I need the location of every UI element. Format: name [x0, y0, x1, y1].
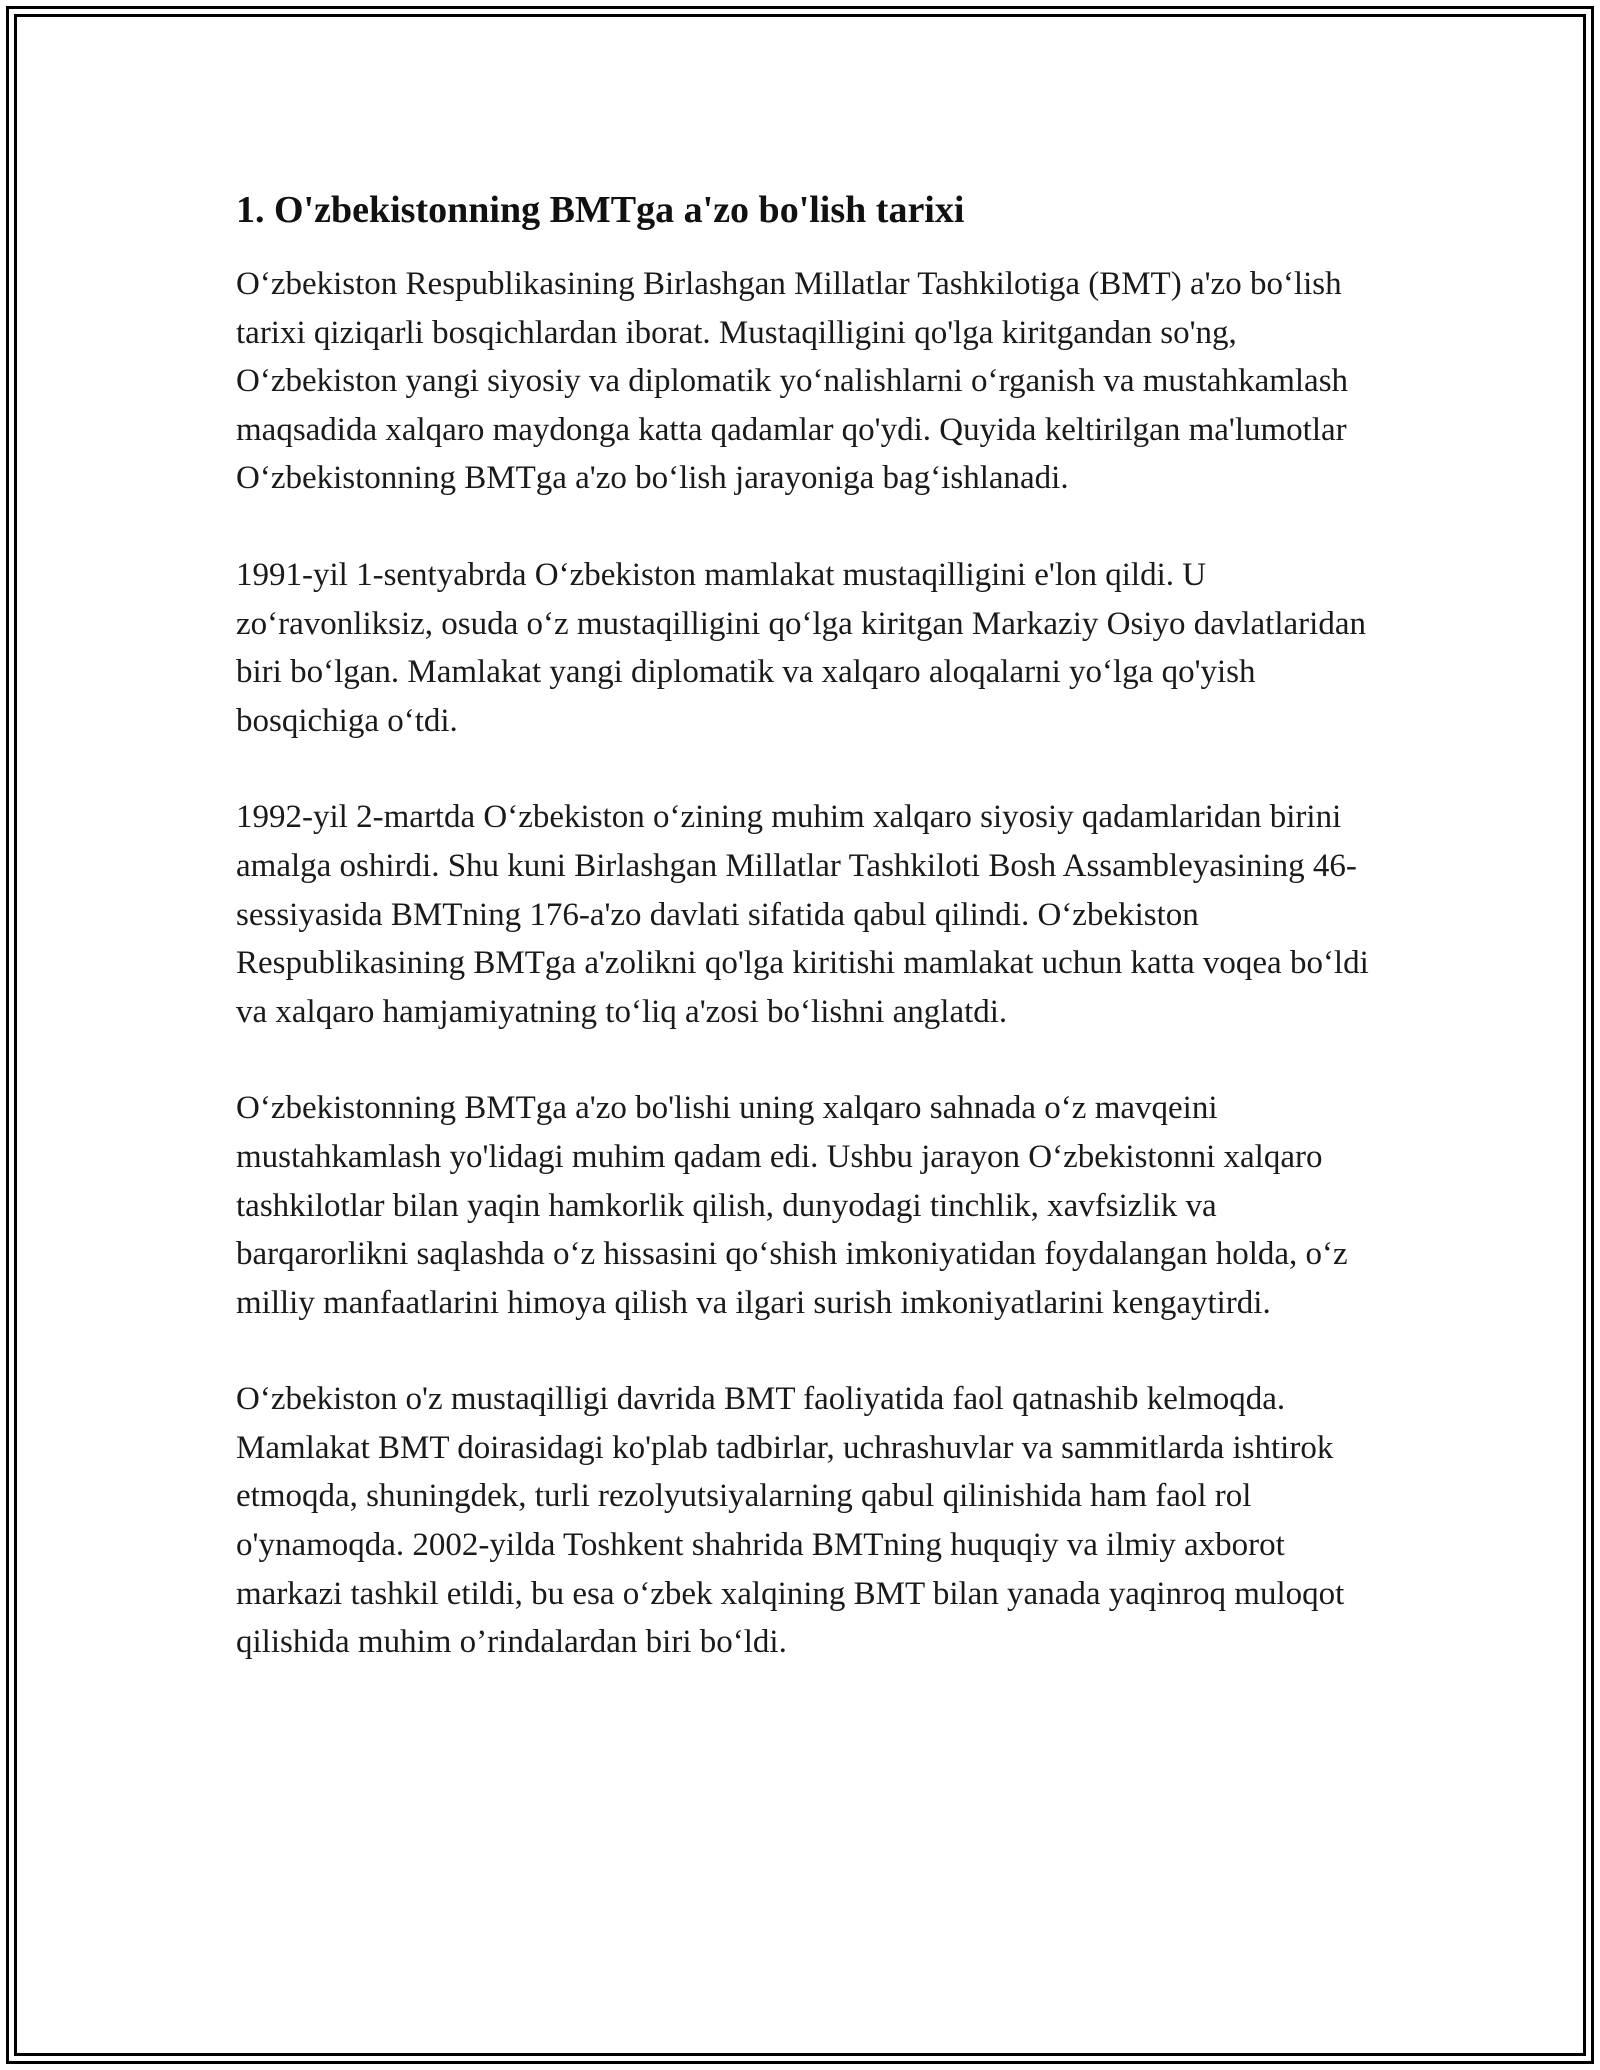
document-body	[236, 186, 1376, 1715]
paragraph-participation: O‘zbekiston o'z mustaqilligi davrida BMT faoliyatida faol qatnashib kelmoqda. Mamlakat BMT doirasidagi ko'plab tadbirlar, uchrashuvlar va sammitlarda ishtirok etmoqda, shuningdek, turli rezolyutsiyalarning qabul qilinishida ham faol rol o'ynamoqda. 2002-yilda Toshkent shahrida BMTning huquqiy va ilmiy axborot markazi tashkil etildi, bu esa o‘zbek xalqining BMT bilan yanada yaqinroq muloqot qilishida muhim o’rindalardan biri bo‘ldi.	[236, 1381, 1345, 1661]
paragraph-significance: O‘zbekistonning BMTga a'zo bo'lishi uning xalqaro sahnada o‘z mavqeini mustahkamlash yo'lidagi muhim qadam edi. Ushbu jarayon O‘zbekistonni xalqaro tashkilotlar bilan yaqin hamkorlik qilish, dunyodagi tinchlik, xavfsizlik va barqarorlikni saqlashda o‘z hissasini qo‘shish imkoniyatidan foydalangan holda, o‘z milliy manfaatlarini himoya qilish va ilgari surish imkoniyatlarini kengaytirdi.	[236, 1090, 1348, 1321]
document-title: 1. O'zbekistonning BMTga a'zo bo'lish tarixi	[236, 189, 965, 231]
paragraph-1992-membership: 1992-yil 2-martda O‘zbekiston o‘zining muhim xalqaro siyosiy qadamlaridan birini amalga oshirdi. Shu kuni Birlashgan Millatlar Tashkiloti Bosh Assambleyasining 46-sessiyasida BMTning 176-a'zo davlati sifatida qabul qilindi. O‘zbekiston Respublikasining BMTga a'zolikni qo'lga kiritishi mamlakat uchun katta voqea bo‘ldi va xalqaro hamjamiyatning to‘liq a'zosi bo‘lishni anglatdi.	[236, 799, 1369, 1030]
paragraph-intro: O‘zbekiston Respublikasining Birlashgan Millatlar Tashkilotiga (BMT) a'zo bo‘lish tarixi qiziqarli bosqichlardan iborat. Mustaqilligini qo'lga kiritgandan so'ng, O‘zbekiston yangi siyosiy va diplomatik yo‘nalishlarni o‘rganish va mustahkamlash maqsadida xalqaro maydonga katta qadamlar qo'ydi. Quyida keltirilgan ma'lumotlar O‘zbekistonning BMTga a'zo bo‘lish jarayoniga bag‘ishlanadi.	[236, 266, 1349, 497]
paragraph-1991-independence: 1991-yil 1-sentyabrda O‘zbekiston mamlakat mustaqilligini e'lon qildi. U zo‘ravonliksiz, osuda o‘z mustaqilligini qo‘lga kiritgan Markaziy Osiyo davlatlaridan biri bo‘lgan. Mamlakat yangi diplomatik va xalqaro aloqalarni yo‘lga qo'yish bosqichiga o‘tdi.	[236, 556, 1366, 739]
